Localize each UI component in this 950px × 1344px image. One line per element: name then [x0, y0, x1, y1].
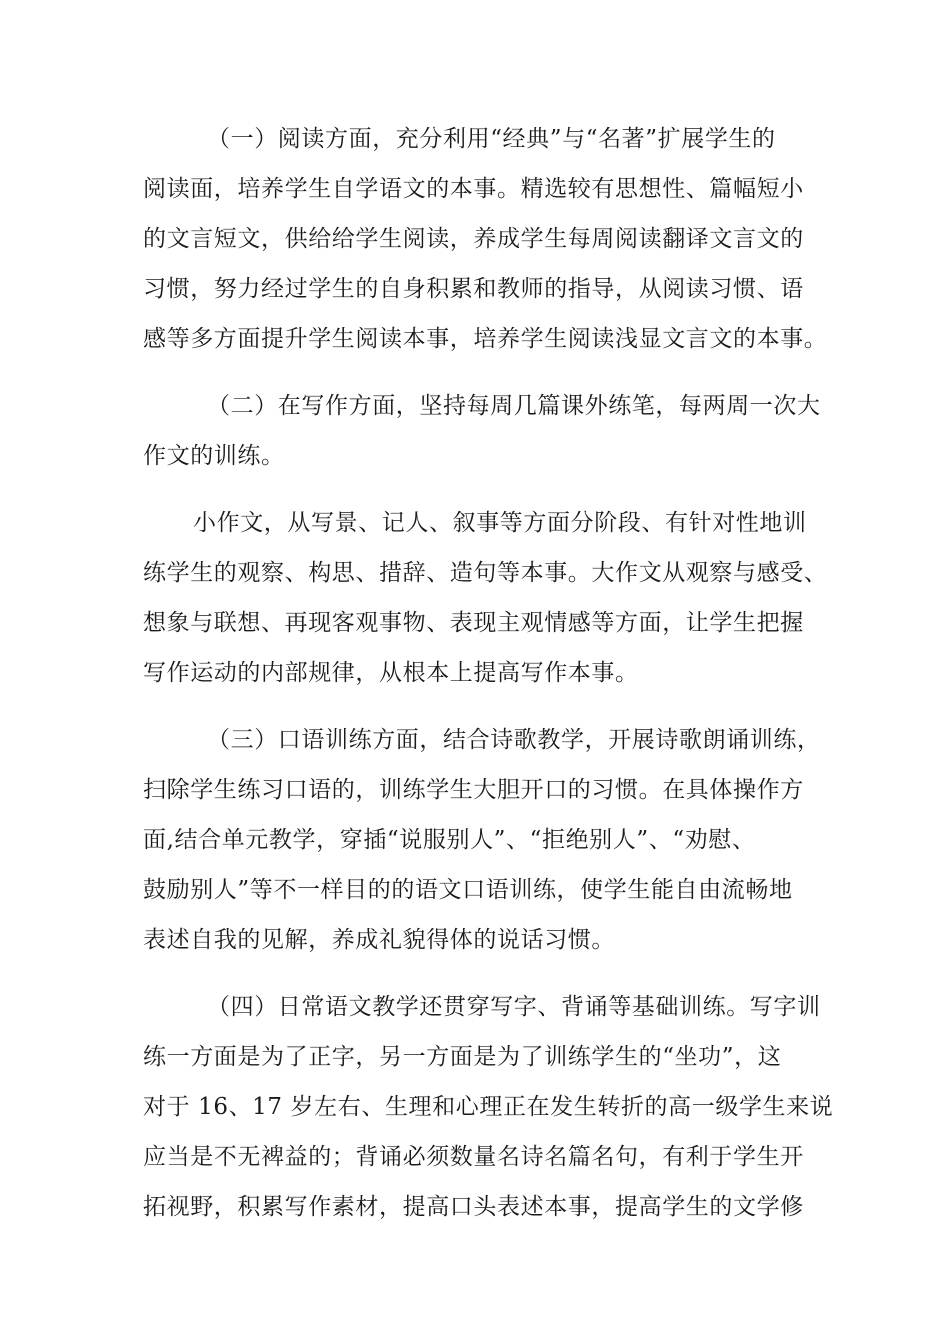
paragraph-2-line-1: （二）在写作方面，坚持每周几篇课外练笔，每两周一次大	[207, 393, 821, 419]
paragraph-5-line-1: （四）日常语文教学还贯穿写字、背诵等基础训练。写字训	[207, 994, 821, 1020]
paragraph-2-line-2: 作文的训练。	[143, 443, 285, 469]
paragraph-4-line-3: 面,结合单元教学，穿插“说服别人”、“拒绝别人”、“劝慰、	[143, 827, 756, 853]
paragraph-1-line-4: 习惯，努力经过学生的自身积累和教师的指导，从阅读习惯、语	[143, 276, 804, 302]
paragraph-3-line-4: 写作运动的内部规律，从根本上提高写作本事。	[143, 660, 639, 686]
paragraph-5-line-5: 拓视野，积累写作素材，提高口头表述本事，提高学生的文学修	[143, 1194, 804, 1220]
paragraph-5-line-4: 应当是不无裨益的；背诵必须数量名诗名篇名句，有利于学生开	[143, 1144, 804, 1170]
paragraph-1-line-3: 的文言短文，供给给学生阅读，养成学生每周阅读翻译文言文的	[143, 226, 804, 252]
paragraph-4-line-5: 表述自我的见解，养成礼貌得体的说话习惯。	[143, 927, 615, 953]
paragraph-1-line-1: （一）阅读方面，充分利用“经典”与“名著”扩展学生的	[207, 126, 776, 152]
paragraph-4-line-1: （三）口语训练方面，结合诗歌教学，开展诗歌朗诵训练，	[207, 727, 821, 753]
paragraph-1-line-5: 感等多方面提升学生阅读本事，培养学生阅读浅显文言文的本事。	[143, 326, 828, 352]
paragraph-3-line-3: 想象与联想、再现客观事物、表现主观情感等方面，让学生把握	[143, 610, 804, 636]
paragraph-4-line-4: 鼓励别人”等不一样目的的语文口语训练，使学生能自由流畅地	[143, 877, 793, 903]
paragraph-5-line-3: 对于 16、17 岁左右、生理和心理正在发生转折的高一级学生来说	[143, 1094, 834, 1120]
paragraph-4-line-2: 扫除学生练习口语的，训练学生大胆开口的习惯。在具体操作方	[143, 777, 804, 803]
paragraph-3-line-2: 练学生的观察、构思、措辞、造句等本事。大作文从观察与感受、	[143, 560, 828, 586]
paragraph-3-line-1: 小作文，从写景、记人、叙事等方面分阶段、有针对性地训	[193, 510, 807, 536]
paragraph-1-line-2: 阅读面，培养学生自学语文的本事。精选较有思想性、篇幅短小	[143, 176, 804, 202]
paragraph-5-line-2: 练一方面是为了正字，另一方面是为了训练学生的“坐功”，这	[143, 1044, 782, 1070]
